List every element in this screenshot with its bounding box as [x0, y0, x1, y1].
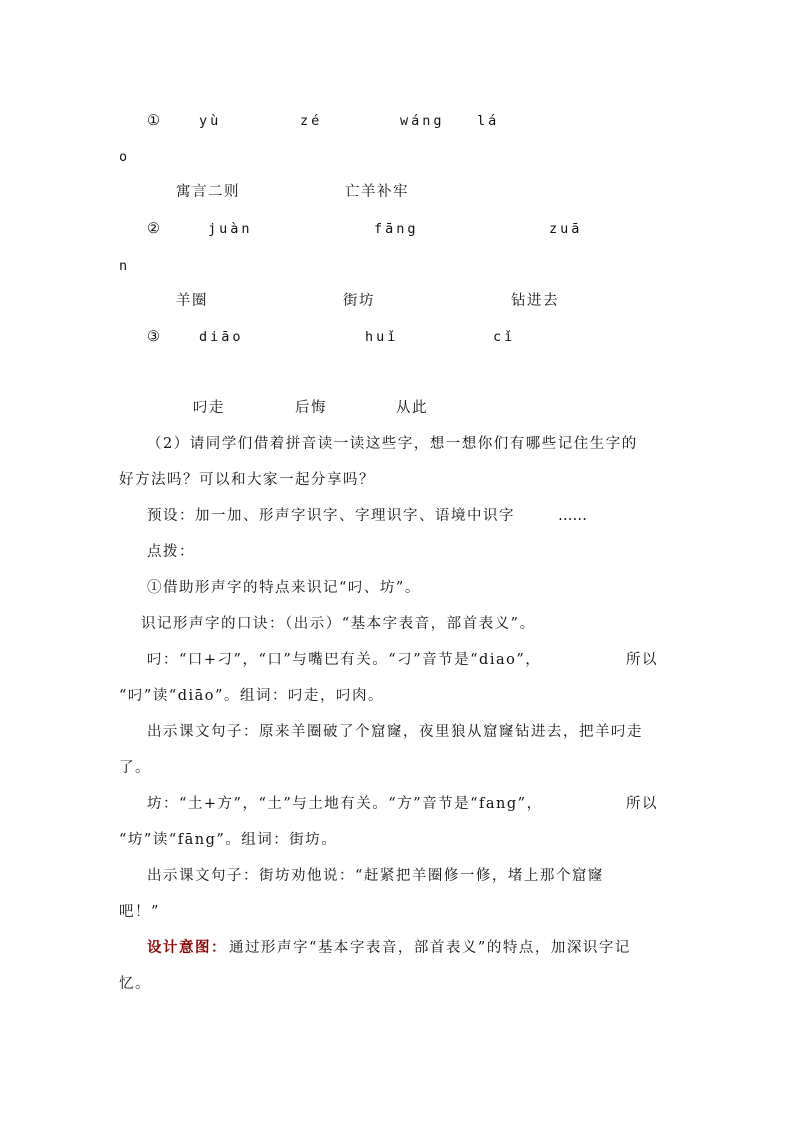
preset-ellipsis: ……: [558, 508, 587, 524]
word-diaozou: 叼走: [193, 400, 225, 416]
fang-explain-suoyi: 所以: [626, 796, 658, 812]
word-zuanjinqu: 钻进去: [511, 293, 559, 309]
word-houhui: 后悔: [295, 400, 327, 416]
pinyin-yu: yù: [199, 113, 222, 129]
pinyin-diao: diāo: [199, 329, 244, 345]
design-intent-label: 设计意图：: [147, 939, 227, 956]
pinyin-juan: juàn: [208, 221, 253, 237]
pinyin-la: lá: [477, 113, 500, 129]
design-intent-line2: 忆。: [119, 976, 151, 992]
pinyin-zua: zuā: [549, 221, 583, 237]
item-number-3: ③: [147, 329, 160, 345]
word-wangyang-bulao: 亡羊补牢: [345, 184, 409, 200]
pinyin-ze: zé: [300, 113, 323, 129]
diao-explain-suoyi: 所以: [626, 652, 658, 668]
rhyme-text: 识记形声字的口诀：（出示）“基本字表音，部首表义”。: [141, 616, 536, 632]
word-congci: 从此: [396, 400, 428, 416]
pinyin-o: o: [119, 149, 131, 165]
question-2-line2: 好方法吗？可以和大家一起分享吗？: [119, 472, 375, 488]
pinyin-hui: huǐ: [365, 329, 399, 345]
pinyin-fang: fāng: [374, 221, 419, 237]
fang-explain-line1: 坊：“土+方”，“土”与土地有关。“方”音节是“fang”，: [147, 796, 543, 812]
text-sentence-1-line1: 出示课文句子：原来羊圈破了个窟窿，夜里狼从窟窿钻进去，把羊叼走: [147, 724, 643, 740]
text-sentence-1-line2: 了。: [119, 760, 151, 776]
word-yangjuan: 羊圈: [176, 293, 208, 309]
point-1: ①借助形声字的特点来识记“叼、坊”。: [147, 580, 421, 596]
item-number-2: ②: [147, 221, 160, 237]
fang-explain-line2: “坊”读“fāng”。组词：街坊。: [119, 832, 338, 848]
hint-label: 点拨：: [147, 544, 195, 560]
pinyin-wang: wáng: [400, 113, 445, 129]
word-jiefang: 街坊: [343, 293, 375, 309]
diao-explain-line1: 叼：“口+刁”，“口”与嘴巴有关。“刁”音节是“diao”，: [147, 652, 542, 668]
item-number-1: ①: [147, 113, 160, 129]
question-2-line1: （2）请同学们借着拼音读一读这些字，想一想你们有哪些记住生字的: [147, 436, 638, 452]
pinyin-ci: cǐ: [493, 329, 516, 345]
text-sentence-2-line2: 吧！”: [119, 904, 160, 920]
word-yuyan-erze: 寓言二则: [176, 184, 240, 200]
diao-explain-line2: “叼”读“diāo”。组词：叼走，叼肉。: [119, 688, 384, 704]
design-intent-line1: 通过形声字“基本字表音，部首表义”的特点，加深识字记: [229, 940, 631, 956]
text-sentence-2-line1: 出示课文句子：街坊劝他说：“赶紧把羊圈修一修，堵上那个窟窿: [147, 868, 604, 884]
preset-text: 预设：加一加、形声字识字、字理识字、语境中识字: [147, 508, 515, 524]
pinyin-n: n: [119, 258, 131, 274]
